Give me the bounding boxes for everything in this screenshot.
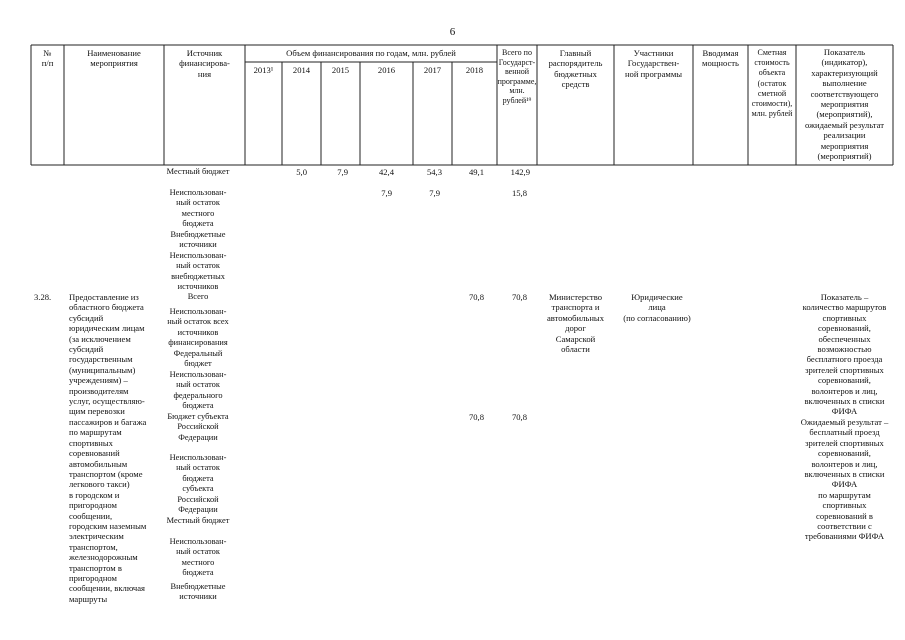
source-unused-all: Неиспользован- ный остаток всех источников финансирования: [167, 307, 229, 348]
item-main-manager: Министерство транспорта и автомобильных дорог Самарской области: [546, 292, 605, 355]
header-no: № п/п: [41, 48, 54, 69]
cell-local-2017: 54,3: [426, 167, 442, 177]
header-main-manager: Главный распорядитель бюджетных средств: [548, 48, 603, 90]
source-subject: Бюджет субъекта Российской Федерации: [167, 412, 229, 442]
cell-unused-local-2016: 7,9: [381, 188, 392, 198]
source-unused-local: Неиспользован- ный остаток местного бюджета: [169, 188, 227, 229]
header-year-2017: 2017: [423, 65, 442, 75]
cell-local-total: 142,9: [510, 167, 530, 177]
cell-total-all: 70,8: [511, 292, 527, 302]
header-year-2014: 2014: [292, 65, 311, 75]
source-total: Всего: [187, 292, 209, 301]
source-federal: Федеральный бюджет: [173, 349, 223, 369]
item-name: Предоставление из областного бюджета субсидий юридическим лицам (за исключением субсидий государственным (муниципальным) учреждениям) – производителям услуг, осуществляю- щим перевозки пассажиров и багажа по маршрутам спортивных соревнований автомобильным транспортом (кроме легкового такси) в городском и пригородном сообщении, городским наземным электрическим транспортом, железнодорожным транспортом в пригородном сообщении, включая маршруты: [69, 292, 147, 604]
header-total: Всего по Государст- венной программе, млн. рублей¹⁹: [497, 48, 537, 105]
header-indicator: Показатель (индикатор), характеризующий выполнение соответствующего мероприятия (мероприятий), ожидаемый результат реализации мероприятия (мероприятий): [804, 47, 885, 162]
item-indicator: Показатель – количество маршрутов спортивных соревнований, обеспеченных возможностью бесплатного проезда зрителей спортивных соревнований, волонтеров и лиц, включенных в списки ФИФА Ожидаемый результат – бесплатный проезд зрителей спортивных соревнований, волонтеров и лиц, включенных в списки ФИФА по маршрутам спортивных соревнований в соответствии с требованиями ФИФА: [800, 292, 889, 542]
cell-subject-all: 70,8: [511, 412, 527, 422]
cell-subject-2018: 70,8: [468, 412, 484, 422]
cell-local-2014: 5,0: [296, 167, 307, 177]
header-cost: Сметная стоимость объекта (остаток сметной стоимости), млн. рублей: [751, 48, 793, 119]
page-number: 6: [449, 26, 456, 38]
header-name: Наименование мероприятия: [87, 48, 141, 69]
cell-unused-local-2017: 7,9: [429, 188, 440, 198]
source-local-budget: Местный бюджет: [166, 167, 230, 176]
header-volume: Объем финансирования по годам, млн. рублей: [286, 48, 456, 58]
source-extra-budget: Внебюджетные источники: [170, 230, 226, 250]
item-participants: Юридические лица (по согласованию): [623, 292, 691, 323]
header-year-2013: 2013¹: [253, 65, 274, 75]
cell-local-2015: 7,9: [337, 167, 348, 177]
source-unused-federal: Неиспользован- ный остаток федерального бюджета: [169, 370, 227, 411]
source-unused-local-item: Неиспользован- ный остаток местного бюджета: [169, 537, 227, 578]
header-year-2015: 2015: [331, 65, 350, 75]
cell-total-2018: 70,8: [468, 292, 484, 302]
source-extra: Внебюджетные источники: [170, 582, 226, 602]
cell-local-2018: 49,1: [468, 167, 484, 177]
cell-unused-local-total: 15,8: [511, 188, 527, 198]
header-year-2018: 2018: [465, 65, 484, 75]
header-capacity: Вводимая мощность: [702, 48, 739, 69]
header-source: Источник финансирова- ния: [179, 48, 230, 79]
header-year-2016: 2016: [377, 65, 396, 75]
cell-local-2016: 42,4: [378, 167, 394, 177]
source-local: Местный бюджет: [166, 516, 230, 525]
source-unused-extra: Неиспользован- ный остаток внебюджетных источников: [169, 251, 227, 292]
item-number: 3.28.: [34, 292, 52, 302]
source-unused-subject: Неиспользован- ный остаток бюджета субъекта Российской Федерации: [169, 453, 227, 515]
header-participants: Участники Государствен- ной программы: [624, 48, 683, 79]
